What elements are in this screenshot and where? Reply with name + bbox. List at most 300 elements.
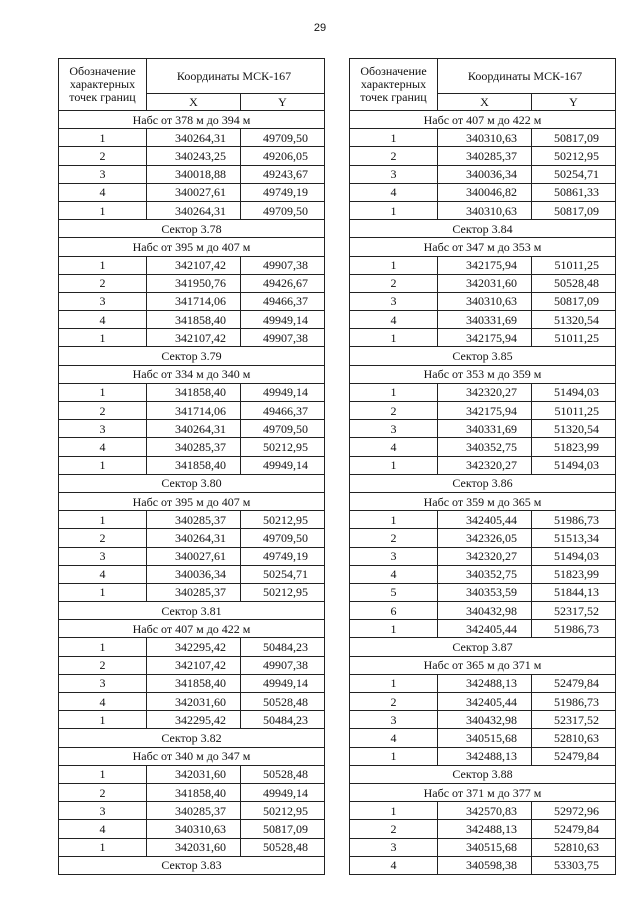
point-number: 3 [350,165,438,183]
x-coordinate: 342405,44 [438,511,532,529]
x-coordinate: 340352,75 [438,438,532,456]
y-coordinate: 50817,09 [532,129,616,147]
point-number: 1 [350,747,438,765]
table-row [350,729,616,747]
x-coordinate: 340027,61 [147,183,241,201]
point-number: 5 [350,583,438,601]
x-coordinate: 342175,94 [438,329,532,347]
x-coordinate: 341858,40 [147,383,241,401]
section-title: Сектор 3.82 [59,729,325,747]
table-row [59,820,325,838]
table-body [59,111,325,875]
y-coordinate: 52810,63 [532,729,616,747]
point-number: 1 [350,329,438,347]
section-title: Сектор 3.84 [350,220,616,238]
point-number: 1 [350,511,438,529]
table-row [350,402,616,420]
y-coordinate: 49949,14 [241,674,325,692]
x-coordinate: 342320,27 [438,456,532,474]
point-number: 3 [59,165,147,183]
table-row [350,511,616,529]
header-coordinates: Координаты МСК-167 [147,59,325,94]
table-row [350,602,616,620]
x-coordinate: 342031,60 [438,274,532,292]
point-number: 2 [59,147,147,165]
point-number: 2 [350,274,438,292]
table-row [350,129,616,147]
header-x: X [147,94,241,111]
x-coordinate: 340264,31 [147,420,241,438]
table-row [350,620,616,638]
y-coordinate: 52479,84 [532,747,616,765]
point-number: 1 [350,256,438,274]
x-coordinate: 341714,06 [147,292,241,310]
table-row [59,583,325,601]
point-number: 2 [59,402,147,420]
x-coordinate: 340243,25 [147,147,241,165]
y-coordinate: 49907,38 [241,656,325,674]
table-row [350,311,616,329]
table-row [59,565,325,583]
point-number: 4 [350,183,438,201]
header-designation: Обозначение характерных точек границ [59,59,147,111]
table-row [350,183,616,201]
table-row [59,402,325,420]
table-row [350,838,616,856]
section-title: Сектор 3.83 [59,856,325,874]
section-title: Набс от 371 м до 377 м [350,783,616,801]
x-coordinate: 340264,31 [147,201,241,219]
point-number: 3 [350,292,438,310]
table-row [59,129,325,147]
x-coordinate: 342175,94 [438,256,532,274]
x-coordinate: 340285,37 [147,583,241,601]
point-number: 2 [350,820,438,838]
point-number: 1 [350,129,438,147]
point-number: 4 [350,856,438,874]
section-title-row [350,111,616,129]
x-coordinate: 342320,27 [438,383,532,401]
x-coordinate: 340285,37 [438,147,532,165]
y-coordinate: 50212,95 [532,147,616,165]
x-coordinate: 341858,40 [147,674,241,692]
point-number: 4 [350,311,438,329]
table-row [350,165,616,183]
y-coordinate: 49709,50 [241,129,325,147]
x-coordinate: 342031,60 [147,838,241,856]
table-row [350,856,616,874]
table-row [350,529,616,547]
x-coordinate: 340353,59 [438,583,532,601]
point-number: 3 [350,711,438,729]
table-body [350,111,616,875]
table-row [350,201,616,219]
y-coordinate: 49949,14 [241,311,325,329]
table-row [59,147,325,165]
point-number: 3 [350,547,438,565]
x-coordinate: 340285,37 [147,802,241,820]
table-row [59,711,325,729]
section-title-row [59,747,325,765]
table-row [350,547,616,565]
coordinates-table-left [58,58,325,875]
y-coordinate: 51320,54 [532,311,616,329]
y-coordinate: 49709,50 [241,201,325,219]
section-title: Набс от 395 м до 407 м [59,492,325,510]
section-title-row [350,365,616,383]
y-coordinate: 50484,23 [241,711,325,729]
x-coordinate: 340036,34 [438,165,532,183]
point-number: 3 [59,547,147,565]
y-coordinate: 51011,25 [532,256,616,274]
table-row [59,329,325,347]
point-number: 4 [59,438,147,456]
section-title-row [59,365,325,383]
point-number: 1 [59,129,147,147]
point-number: 1 [350,383,438,401]
y-coordinate: 49206,05 [241,147,325,165]
y-coordinate: 49749,19 [241,183,325,201]
y-coordinate: 50254,71 [532,165,616,183]
section-title-row [350,656,616,674]
point-number: 4 [59,693,147,711]
x-coordinate: 340331,69 [438,420,532,438]
x-coordinate: 342488,13 [438,747,532,765]
y-coordinate: 52810,63 [532,838,616,856]
point-number: 1 [59,383,147,401]
coordinates-table-right [349,58,616,875]
y-coordinate: 51011,25 [532,402,616,420]
point-number: 4 [350,565,438,583]
y-coordinate: 52479,84 [532,674,616,692]
table-row [59,183,325,201]
point-number: 4 [59,565,147,583]
table-row [350,383,616,401]
point-number: 2 [350,693,438,711]
point-number: 1 [59,583,147,601]
y-coordinate: 51986,73 [532,693,616,711]
y-coordinate: 50528,48 [241,838,325,856]
y-coordinate: 49949,14 [241,456,325,474]
point-number: 1 [350,802,438,820]
table-row [350,565,616,583]
y-coordinate: 50528,48 [241,693,325,711]
header-y: Y [532,94,616,111]
point-number: 4 [350,729,438,747]
y-coordinate: 51011,25 [532,329,616,347]
point-number: 2 [350,402,438,420]
x-coordinate: 340352,75 [438,565,532,583]
point-number: 1 [350,456,438,474]
y-coordinate: 49466,37 [241,402,325,420]
y-coordinate: 51513,34 [532,529,616,547]
point-number: 3 [59,292,147,310]
table-row [59,765,325,783]
point-number: 1 [59,256,147,274]
x-coordinate: 342326,05 [438,529,532,547]
point-number: 3 [59,420,147,438]
table-row [350,802,616,820]
section-title: Набс от 407 м до 422 м [350,111,616,129]
x-coordinate: 340264,31 [147,129,241,147]
point-number: 2 [59,529,147,547]
table-row [350,329,616,347]
y-coordinate: 51986,73 [532,620,616,638]
table-row [350,674,616,692]
section-title-row [350,492,616,510]
x-coordinate: 342488,13 [438,820,532,838]
section-title-row [59,729,325,747]
x-coordinate: 342107,42 [147,329,241,347]
table-row [350,456,616,474]
x-coordinate: 340018,88 [147,165,241,183]
x-coordinate: 342107,42 [147,656,241,674]
y-coordinate: 50817,09 [241,820,325,838]
y-coordinate: 50212,95 [241,511,325,529]
x-coordinate: 340046,82 [438,183,532,201]
section-title: Набс от 395 м до 407 м [59,238,325,256]
x-coordinate: 340331,69 [438,311,532,329]
point-number: 1 [350,201,438,219]
y-coordinate: 51494,03 [532,456,616,474]
section-title-row [350,765,616,783]
x-coordinate: 340264,31 [147,529,241,547]
section-title-row [59,347,325,365]
point-number: 6 [350,602,438,620]
x-coordinate: 342405,44 [438,620,532,638]
table-row [59,656,325,674]
page-number: 29 [313,22,327,34]
point-number: 3 [350,838,438,856]
y-coordinate: 50212,95 [241,438,325,456]
x-coordinate: 340432,98 [438,711,532,729]
section-title-row [350,238,616,256]
section-title: Набс от 347 м до 353 м [350,238,616,256]
point-number: 3 [59,674,147,692]
x-coordinate: 341858,40 [147,311,241,329]
table-row [59,783,325,801]
y-coordinate: 50861,33 [532,183,616,201]
section-title: Набс от 359 м до 365 м [350,492,616,510]
y-coordinate: 51844,13 [532,583,616,601]
x-coordinate: 342107,42 [147,256,241,274]
x-coordinate: 342295,42 [147,638,241,656]
x-coordinate: 340432,98 [438,602,532,620]
section-title: Сектор 3.85 [350,347,616,365]
point-number: 2 [59,274,147,292]
x-coordinate: 340285,37 [147,438,241,456]
point-number: 4 [59,820,147,838]
table-row [59,201,325,219]
point-number: 2 [59,656,147,674]
section-title-row [59,474,325,492]
y-coordinate: 53303,75 [532,856,616,874]
header-x: X [438,94,532,111]
point-number: 2 [59,783,147,801]
y-coordinate: 49907,38 [241,256,325,274]
x-coordinate: 340027,61 [147,547,241,565]
x-coordinate: 340310,63 [438,292,532,310]
x-coordinate: 342570,83 [438,802,532,820]
section-title-row [59,220,325,238]
y-coordinate: 49466,37 [241,292,325,310]
x-coordinate: 342405,44 [438,693,532,711]
section-title-row [59,856,325,874]
table-row [59,438,325,456]
y-coordinate: 50254,71 [241,565,325,583]
section-title: Сектор 3.78 [59,220,325,238]
header-designation: Обозначение характерных точек границ [350,59,438,111]
point-number: 1 [59,329,147,347]
section-title: Набс от 365 м до 371 м [350,656,616,674]
y-coordinate: 51494,03 [532,547,616,565]
table-row [350,438,616,456]
section-title: Сектор 3.81 [59,602,325,620]
y-coordinate: 50528,48 [532,274,616,292]
section-title: Сектор 3.87 [350,638,616,656]
section-title-row [59,238,325,256]
x-coordinate: 340310,63 [438,201,532,219]
point-number: 1 [59,511,147,529]
table-row [350,420,616,438]
table-row [59,420,325,438]
table-row [59,638,325,656]
section-title-row [350,638,616,656]
section-title: Сектор 3.80 [59,474,325,492]
x-coordinate: 340598,38 [438,856,532,874]
point-number: 1 [59,456,147,474]
table-row [350,747,616,765]
table-row [350,583,616,601]
point-number: 1 [59,201,147,219]
table-row [59,838,325,856]
x-coordinate: 342488,13 [438,674,532,692]
y-coordinate: 52479,84 [532,820,616,838]
section-title: Набс от 340 м до 347 м [59,747,325,765]
section-title-row [350,783,616,801]
y-coordinate: 50528,48 [241,765,325,783]
point-number: 1 [59,638,147,656]
table-row [59,256,325,274]
point-number: 1 [59,711,147,729]
x-coordinate: 340515,68 [438,838,532,856]
y-coordinate: 51986,73 [532,511,616,529]
y-coordinate: 49426,67 [241,274,325,292]
y-coordinate: 51494,03 [532,383,616,401]
table-row [59,292,325,310]
section-title-row [350,220,616,238]
x-coordinate: 341714,06 [147,402,241,420]
x-coordinate: 341858,40 [147,456,241,474]
section-title-row [59,492,325,510]
section-title: Сектор 3.88 [350,765,616,783]
x-coordinate: 340036,34 [147,565,241,583]
table-row [59,311,325,329]
y-coordinate: 49949,14 [241,783,325,801]
section-title: Сектор 3.79 [59,347,325,365]
table-row [59,693,325,711]
x-coordinate: 340515,68 [438,729,532,747]
y-coordinate: 49907,38 [241,329,325,347]
table-row [59,165,325,183]
table-row [350,147,616,165]
point-number: 2 [350,529,438,547]
point-number: 4 [59,183,147,201]
point-number: 4 [59,311,147,329]
y-coordinate: 49709,50 [241,529,325,547]
table-row [59,802,325,820]
section-title-row [350,347,616,365]
y-coordinate: 50484,23 [241,638,325,656]
table-row [350,292,616,310]
x-coordinate: 340310,63 [147,820,241,838]
point-number: 3 [350,420,438,438]
point-number: 4 [350,438,438,456]
y-coordinate: 49243,67 [241,165,325,183]
y-coordinate: 50212,95 [241,802,325,820]
y-coordinate: 50817,09 [532,201,616,219]
section-title-row [59,602,325,620]
y-coordinate: 51823,99 [532,438,616,456]
header-coordinates: Координаты МСК-167 [438,59,616,94]
x-coordinate: 340310,63 [438,129,532,147]
section-title: Сектор 3.86 [350,474,616,492]
section-title: Набс от 334 м до 340 м [59,365,325,383]
section-title-row [350,474,616,492]
y-coordinate: 49949,14 [241,383,325,401]
table-row [350,820,616,838]
point-number: 1 [350,674,438,692]
x-coordinate: 341858,40 [147,783,241,801]
table-row [59,547,325,565]
table-row [350,711,616,729]
point-number: 1 [350,620,438,638]
y-coordinate: 52317,52 [532,602,616,620]
y-coordinate: 50817,09 [532,292,616,310]
table-row [59,274,325,292]
x-coordinate: 340285,37 [147,511,241,529]
section-title-row [59,620,325,638]
y-coordinate: 49749,19 [241,547,325,565]
table-row [350,256,616,274]
table-row [59,456,325,474]
y-coordinate: 50212,95 [241,583,325,601]
table-row [59,529,325,547]
point-number: 1 [59,765,147,783]
section-title-row [59,111,325,129]
table-row [350,274,616,292]
x-coordinate: 342031,60 [147,693,241,711]
table-row [59,674,325,692]
point-number: 2 [350,147,438,165]
point-number: 3 [59,802,147,820]
table-row [59,383,325,401]
header-y: Y [241,94,325,111]
x-coordinate: 342031,60 [147,765,241,783]
x-coordinate: 342320,27 [438,547,532,565]
table-row [350,693,616,711]
x-coordinate: 342295,42 [147,711,241,729]
y-coordinate: 49709,50 [241,420,325,438]
table-row [59,511,325,529]
y-coordinate: 52972,96 [532,802,616,820]
y-coordinate: 51823,99 [532,565,616,583]
section-title: Набс от 407 м до 422 м [59,620,325,638]
section-title: Набс от 378 м до 394 м [59,111,325,129]
point-number: 1 [59,838,147,856]
y-coordinate: 51320,54 [532,420,616,438]
x-coordinate: 342175,94 [438,402,532,420]
